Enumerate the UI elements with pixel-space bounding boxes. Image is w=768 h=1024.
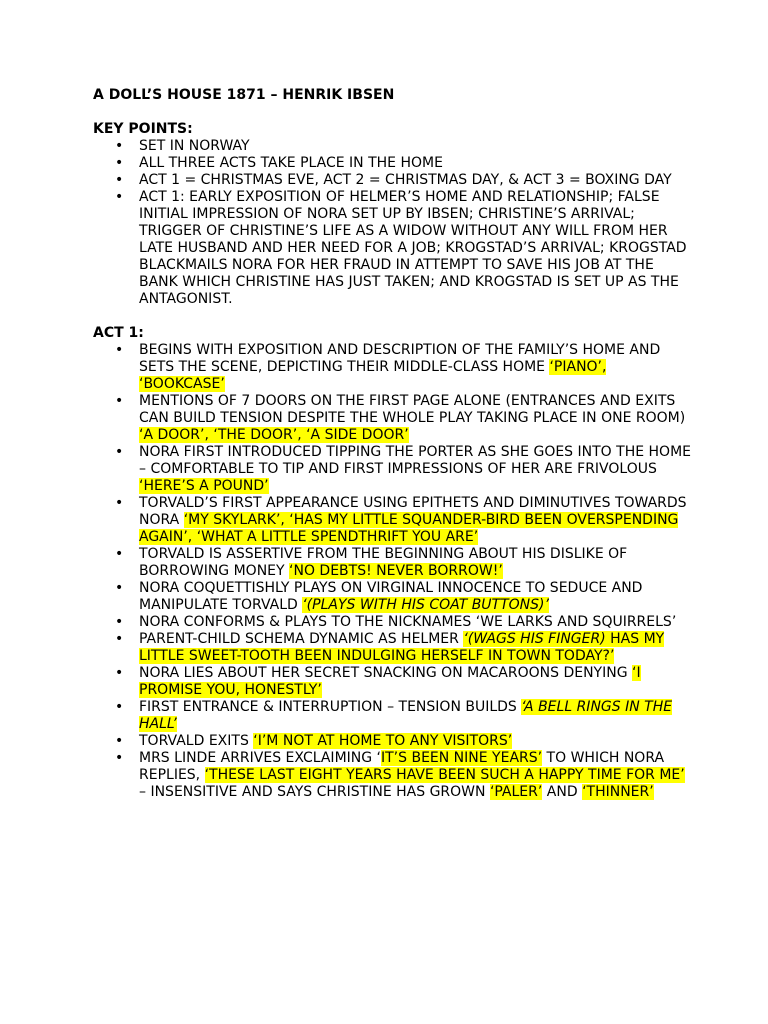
- highlighted-quote: ‘(PLAYS WITH HIS COAT BUTTONS)’: [302, 597, 549, 613]
- list-item-text: MRS LINDE ARRIVES EXCLAIMING ‘: [139, 750, 381, 766]
- highlighted-quote: ‘PALER’: [489, 784, 543, 800]
- highlighted-quote: ‘I’M NOT AT HOME TO ANY VISITORS’: [253, 733, 513, 749]
- act1-list: [93, 342, 693, 801]
- bullet-dot-icon: •: [115, 189, 124, 205]
- highlighted-quote: ‘PIANO’, ‘BOOKCASE’: [139, 359, 607, 392]
- list-item-text: ALL THREE ACTS TAKE PLACE IN THE HOME: [139, 155, 443, 171]
- list-item: [93, 138, 693, 155]
- bullet-dot-icon: •: [115, 546, 124, 562]
- list-item: [93, 444, 693, 495]
- highlighted-quote: ‘NO DEBTS! NEVER BORROW!’: [289, 563, 503, 579]
- bullet-dot-icon: •: [115, 665, 124, 681]
- list-item: [93, 495, 693, 546]
- list-item-text: ACT 1: EARLY EXPOSITION OF HELMER’S HOME AND RELATIONSHIP; FALSE INITIAL IMPRESSION OF NORA SET UP BY IBSEN; CHRISTINE’S ARRIVAL; TRIGGER OF CHRISTINE’S LIFE AS A WIDOW WITHOUT ANY WILL FROM HER LATE HUSBAND AND HER NEED FOR A JOB; KROGSTAD’S ARRIVAL; KROGSTAD BLACKMAILS NORA FOR HER FRAUD IN ATTEMPT TO SAVE HIS JOB AT THE BANK WHICH CHRISTINE HAS JUST TAKEN; AND KROGSTAD IS SET UP AS THE ANTAGONIST.: [139, 189, 687, 307]
- spacer: [93, 308, 693, 325]
- list-item-text: ACT 1 = CHRISTMAS EVE, ACT 2 = CHRISTMAS DAY, & ACT 3 = BOXING DAY: [139, 172, 672, 188]
- list-item: [93, 189, 693, 308]
- bullet-dot-icon: •: [115, 699, 124, 715]
- list-item-text: MENTIONS OF 7 DOORS ON THE FIRST PAGE ALONE (ENTRANCES AND EXITS CAN BUILD TENSION DESPITE THE WHOLE PLAY TAKING PLACE IN ONE ROOM): [139, 393, 686, 426]
- bullet-dot-icon: •: [115, 138, 124, 154]
- act1-heading: ACT 1:: [93, 325, 144, 341]
- list-item-text: BEGINS WITH EXPOSITION AND DESCRIPTION OF THE FAMILY’S HOME AND SETS THE SCENE, DEPICTING THEIR MIDDLE-CLASS HOME: [139, 342, 661, 375]
- highlighted-quote: ‘A DOOR’, ‘THE DOOR’, ‘A SIDE DOOR’: [139, 427, 409, 443]
- key-points-heading: KEY POINTS:: [93, 121, 193, 137]
- document-body: [93, 87, 693, 801]
- document-title: A DOLL’S HOUSE 1871 – HENRIK IBSEN: [93, 87, 395, 103]
- spacer: [93, 104, 693, 121]
- list-item: [93, 172, 693, 189]
- bullet-dot-icon: •: [115, 580, 124, 596]
- bullet-dot-icon: •: [115, 172, 124, 188]
- list-item-text: NORA LIES ABOUT HER SECRET SNACKING ON MACAROONS DENYING: [139, 665, 633, 681]
- list-item: [93, 665, 693, 699]
- bullet-dot-icon: •: [115, 155, 124, 171]
- bullet-dot-icon: •: [115, 444, 124, 460]
- list-item-text: FIRST ENTRANCE & INTERRUPTION – TENSION BUILDS: [139, 699, 522, 715]
- bullet-dot-icon: •: [115, 342, 124, 358]
- bullet-dot-icon: •: [115, 733, 124, 749]
- list-item-text: – INSENSITIVE AND SAYS CHRISTINE HAS GROWN: [139, 784, 490, 800]
- list-item: [93, 631, 693, 665]
- bullet-dot-icon: •: [115, 614, 124, 630]
- bullet-dot-icon: •: [115, 495, 124, 511]
- key-points-list: [93, 138, 693, 308]
- list-item-text: NORA FIRST INTRODUCED TIPPING THE PORTER AS SHE GOES INTO THE HOME – COMFORTABLE TO TIP AND FIRST IMPRESSIONS OF HER ARE FRIVOLOUS: [139, 444, 691, 477]
- bullet-dot-icon: •: [115, 393, 124, 409]
- list-item-text: TORVALD EXITS: [139, 733, 254, 749]
- list-item: [93, 393, 693, 444]
- highlighted-quote: ‘(WAGS HIS FINGER): [463, 631, 606, 647]
- list-item-text: TORVALD’S FIRST APPEARANCE USING EPITHETS AND DIMINUTIVES TOWARDS NORA: [139, 495, 687, 528]
- list-item: [93, 342, 693, 393]
- list-item-text: SET IN NORWAY: [139, 138, 250, 154]
- list-item: [93, 750, 693, 801]
- highlighted-quote: IT’S BEEN NINE YEARS’: [381, 750, 543, 766]
- list-item: [93, 546, 693, 580]
- highlighted-quote: ‘THESE LAST EIGHT YEARS HAVE BEEN SUCH A HAPPY TIME FOR ME’: [204, 767, 685, 783]
- highlighted-quote: HAS MY LITTLE SWEET-TOOTH BEEN INDULGING HERSELF IN TOWN TODAY?’: [139, 631, 665, 664]
- highlighted-quote: ‘THINNER’: [582, 784, 654, 800]
- bullet-dot-icon: •: [115, 750, 124, 766]
- bullet-dot-icon: •: [115, 631, 124, 647]
- highlighted-quote: ‘A BELL RINGS IN THE HALL’: [139, 699, 673, 732]
- list-item: [93, 699, 693, 733]
- list-item: [93, 580, 693, 614]
- list-item-text: NORA CONFORMS & PLAYS TO THE NICKNAMES ‘WE LARKS AND SQUIRRELS’: [139, 614, 677, 630]
- highlighted-quote: ‘MY SKYLARK’, ‘HAS MY LITTLE SQUANDER-BIRD BEEN OVERSPENDING AGAIN’, ‘WHAT A LITTLE SPENDTHRIFT YOU ARE’: [139, 512, 679, 545]
- highlighted-quote: ‘I PROMISE YOU, HONESTLY’: [139, 665, 641, 698]
- list-item-text: AND: [542, 784, 583, 800]
- list-item-text: TO WHICH NORA REPLIES,: [139, 750, 665, 783]
- list-item-text: PARENT-CHILD SCHEMA DYNAMIC AS HELMER: [139, 631, 464, 647]
- list-item-text: TORVALD IS ASSERTIVE FROM THE BEGINNING ABOUT HIS DISLIKE OF BORROWING MONEY: [139, 546, 628, 579]
- list-item: [93, 155, 693, 172]
- list-item-text: NORA COQUETTISHLY PLAYS ON VIRGINAL INNOCENCE TO SEDUCE AND MANIPULATE TORVALD: [139, 580, 643, 613]
- list-item: [93, 614, 693, 631]
- list-item: [93, 733, 693, 750]
- highlighted-quote: ‘HERE’S A POUND’: [139, 478, 269, 494]
